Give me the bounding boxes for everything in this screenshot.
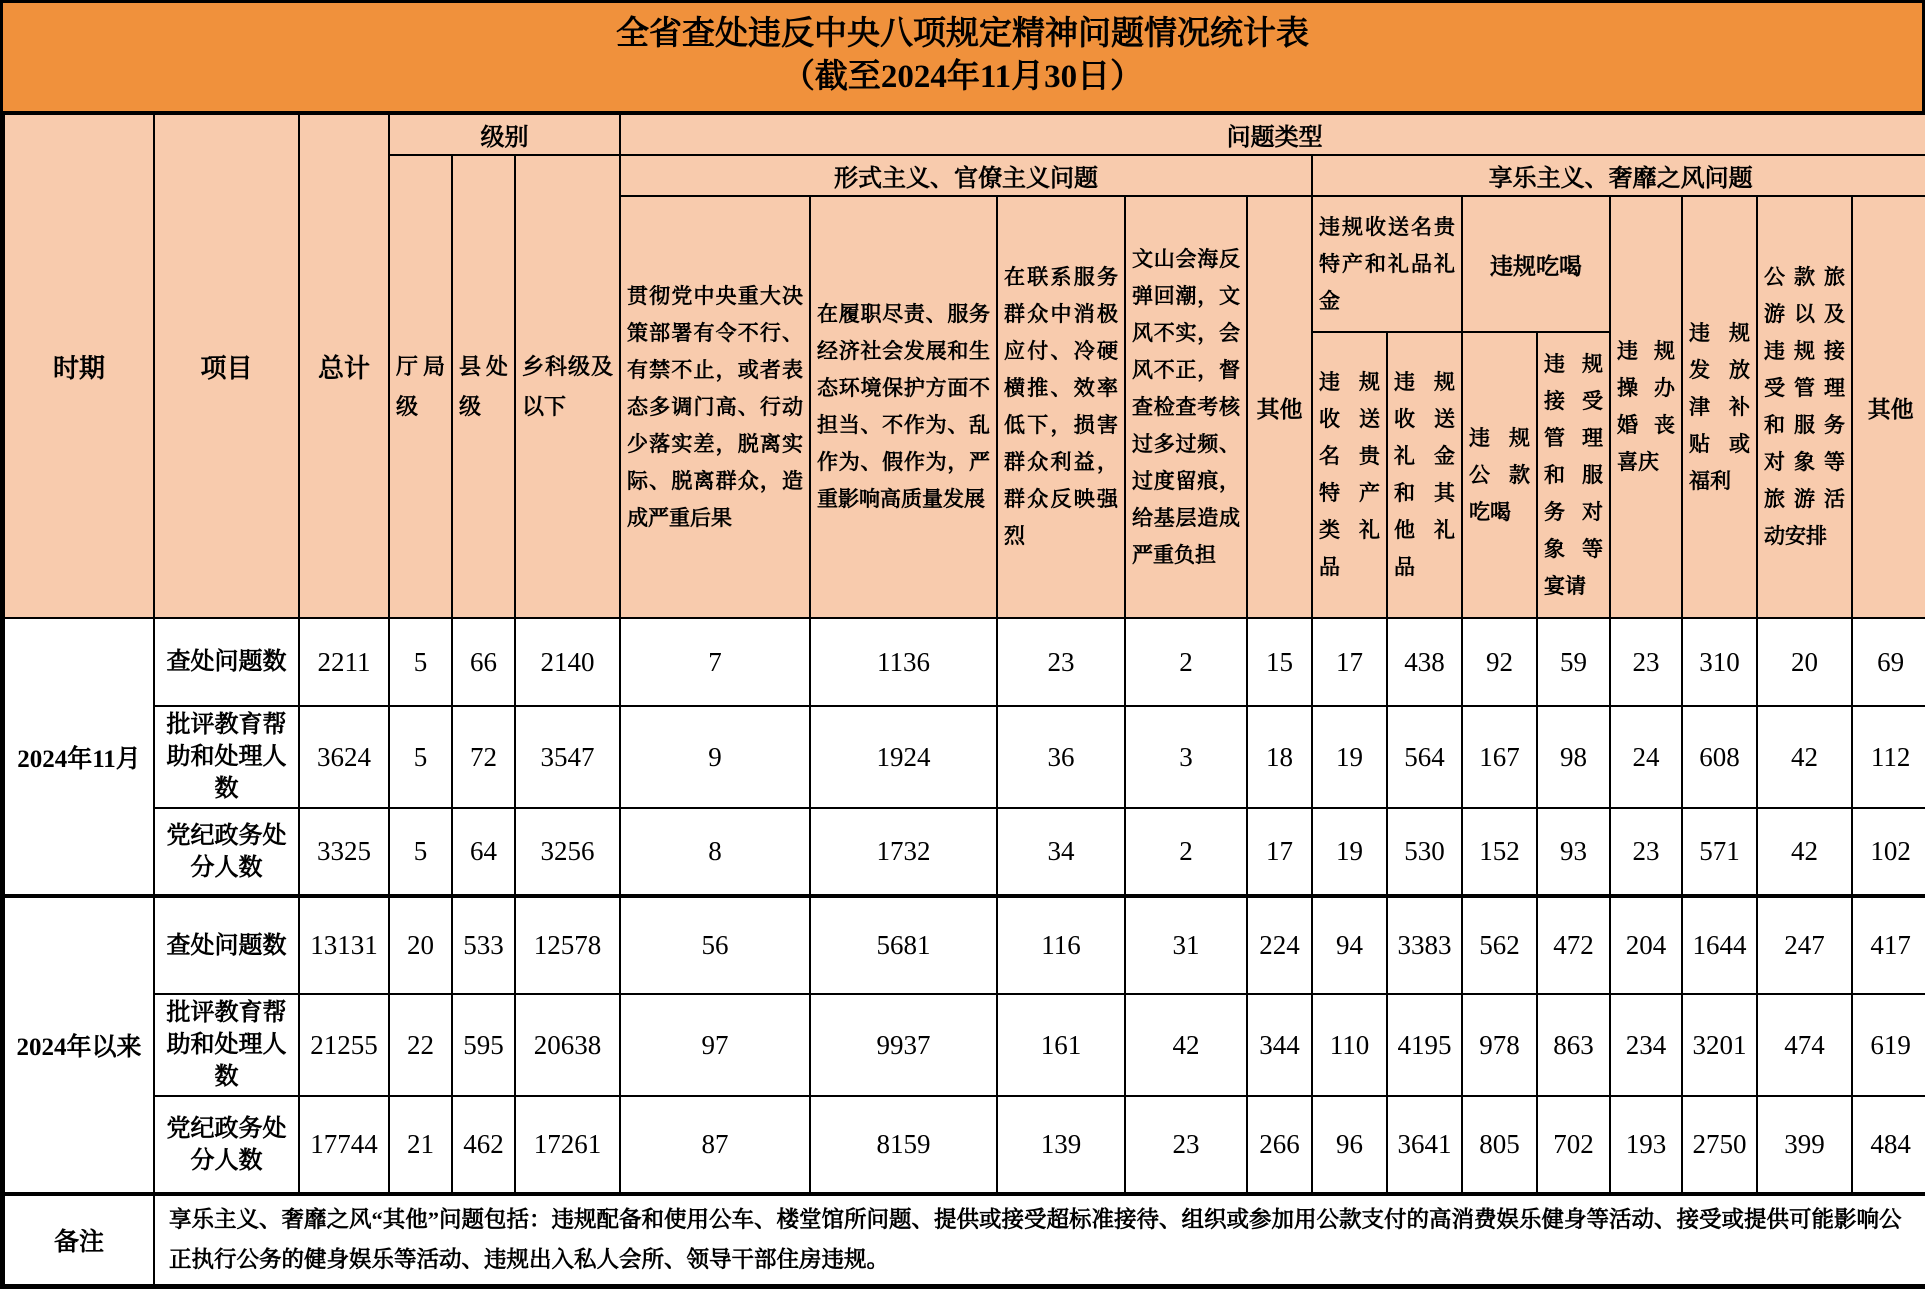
value-cell: 2750 [1682, 1096, 1757, 1194]
value-cell: 484 [1852, 1096, 1925, 1194]
col-header-formalism-3: 在联系服务群众中消极应付、冷硬横推、效率低下，损害群众利益，群众反映强烈 [997, 196, 1125, 618]
col-header-formalism-other: 其他 [1247, 196, 1312, 618]
value-cell: 1732 [810, 808, 997, 896]
value-cell: 112 [1852, 706, 1925, 808]
value-cell: 571 [1682, 808, 1757, 896]
value-cell: 42 [1757, 706, 1852, 808]
value-cell: 20 [389, 896, 452, 994]
value-cell: 805 [1462, 1096, 1537, 1194]
title-line-1: 全省查处违反中央八项规定精神问题情况统计表 [616, 16, 1309, 52]
value-cell: 31 [1125, 896, 1247, 994]
value-cell: 19 [1312, 706, 1387, 808]
value-cell: 863 [1537, 994, 1610, 1096]
value-cell: 64 [452, 808, 515, 896]
row-label: 批评教育帮助和处理人数 [154, 706, 299, 808]
value-cell: 93 [1537, 808, 1610, 896]
row-label: 批评教育帮助和处理人数 [154, 994, 299, 1096]
value-cell: 530 [1387, 808, 1462, 896]
value-cell: 98 [1537, 706, 1610, 808]
value-cell: 87 [620, 1096, 810, 1194]
row-label: 查处问题数 [154, 896, 299, 994]
value-cell: 8 [620, 808, 810, 896]
value-cell: 619 [1852, 994, 1925, 1096]
table-title [3, 3, 1922, 113]
value-cell: 97 [620, 994, 810, 1096]
note-text: 享乐主义、奢靡之风“其他”问题包括：违规配备和使用公车、楼堂馆所问题、提供或接受超标准接待、组织或参加用公款支付的高消费娱乐健身等活动、接受或提供可能影响公正执行公务的健身娱乐等活动、违规出入私人会所、领导干部住房违规。 [154, 1194, 1925, 1285]
value-cell: 17261 [515, 1096, 620, 1194]
value-cell: 2140 [515, 618, 620, 706]
value-cell: 2211 [299, 618, 389, 706]
value-cell: 9937 [810, 994, 997, 1096]
col-header-allowances: 违规发放津补贴或福利 [1682, 196, 1757, 618]
value-cell: 59 [1537, 618, 1610, 706]
value-cell: 23 [1610, 618, 1682, 706]
col-header-gift-specialty: 违规收送名贵特产类礼品 [1312, 332, 1387, 618]
value-cell: 69 [1852, 618, 1925, 706]
value-cell: 5 [389, 618, 452, 706]
value-cell: 438 [1387, 618, 1462, 706]
value-cell: 1924 [810, 706, 997, 808]
title-line-2: （截至2024年11月30日） [781, 59, 1144, 95]
value-cell: 20 [1757, 618, 1852, 706]
value-cell: 7 [620, 618, 810, 706]
value-cell: 474 [1757, 994, 1852, 1096]
value-cell: 3641 [1387, 1096, 1462, 1194]
value-cell: 234 [1610, 994, 1682, 1096]
value-cell: 8159 [810, 1096, 997, 1194]
value-cell: 17 [1247, 808, 1312, 896]
value-cell: 9 [620, 706, 810, 808]
value-cell: 4195 [1387, 994, 1462, 1096]
value-cell: 3201 [1682, 994, 1757, 1096]
value-cell: 110 [1312, 994, 1387, 1096]
note-label: 备注 [4, 1194, 154, 1285]
value-cell: 23 [1125, 1096, 1247, 1194]
value-cell: 702 [1537, 1096, 1610, 1194]
col-header-dining-public-funds: 违规公款吃喝 [1462, 332, 1537, 618]
value-cell: 12578 [515, 896, 620, 994]
row-label: 党纪政务处分人数 [154, 1096, 299, 1194]
col-header-level-xiang: 乡科级及以下 [515, 155, 620, 618]
value-cell: 23 [997, 618, 1125, 706]
value-cell: 310 [1682, 618, 1757, 706]
value-cell: 152 [1462, 808, 1537, 896]
value-cell: 3325 [299, 808, 389, 896]
col-header-gift-cash: 违规收送礼金和其他礼品 [1387, 332, 1462, 618]
value-cell: 3624 [299, 706, 389, 808]
value-cell: 96 [1312, 1096, 1387, 1194]
row-label: 查处问题数 [154, 618, 299, 706]
value-cell: 42 [1125, 994, 1247, 1096]
col-header-formalism-1: 贯彻党中央重大决策部署有令不行、有禁不止，或者表态多调门高、行动少落实差，脱离实际、脱离群众，造成严重后果 [620, 196, 810, 618]
value-cell: 193 [1610, 1096, 1682, 1194]
value-cell: 20638 [515, 994, 620, 1096]
col-header-formalism-4: 文山会海反弹回潮，文风不实，会风不正，督查检查考核过多过频、过度留痕，给基层造成严重负担 [1125, 196, 1247, 618]
value-cell: 34 [997, 808, 1125, 896]
value-cell: 21 [389, 1096, 452, 1194]
value-cell: 24 [1610, 706, 1682, 808]
value-cell: 5681 [810, 896, 997, 994]
value-cell: 13131 [299, 896, 389, 994]
value-cell: 344 [1247, 994, 1312, 1096]
value-cell: 21255 [299, 994, 389, 1096]
value-cell: 19 [1312, 808, 1387, 896]
value-cell: 3383 [1387, 896, 1462, 994]
period-label-ytd: 2024年以来 [4, 896, 154, 1194]
value-cell: 15 [1247, 618, 1312, 706]
value-cell: 3 [1125, 706, 1247, 808]
value-cell: 22 [389, 994, 452, 1096]
value-cell: 978 [1462, 994, 1537, 1096]
group-header-formalism: 形式主义、官僚主义问题 [620, 155, 1312, 196]
value-cell: 139 [997, 1096, 1125, 1194]
value-cell: 224 [1247, 896, 1312, 994]
value-cell: 23 [1610, 808, 1682, 896]
value-cell: 3256 [515, 808, 620, 896]
value-cell: 66 [452, 618, 515, 706]
value-cell: 17 [1312, 618, 1387, 706]
value-cell: 56 [620, 896, 810, 994]
value-cell: 5 [389, 808, 452, 896]
group-header-problem-type: 问题类型 [620, 114, 1925, 155]
value-cell: 472 [1537, 896, 1610, 994]
col-header-formalism-2: 在履职尽责、服务经济社会发展和生态环境保护方面不担当、不作为、乱作为、假作为，严重影响高质量发展 [810, 196, 997, 618]
period-label-nov: 2024年11月 [4, 618, 154, 896]
value-cell: 608 [1682, 706, 1757, 808]
value-cell: 1136 [810, 618, 997, 706]
value-cell: 462 [452, 1096, 515, 1194]
value-cell: 2 [1125, 808, 1247, 896]
value-cell: 36 [997, 706, 1125, 808]
value-cell: 417 [1852, 896, 1925, 994]
value-cell: 116 [997, 896, 1125, 994]
value-cell: 2 [1125, 618, 1247, 706]
col-header-period: 时期 [4, 114, 154, 618]
value-cell: 533 [452, 896, 515, 994]
col-header-level-xian: 县处级 [452, 155, 515, 618]
group-header-level: 级别 [389, 114, 620, 155]
value-cell: 94 [1312, 896, 1387, 994]
value-cell: 72 [452, 706, 515, 808]
value-cell: 3547 [515, 706, 620, 808]
col-header-total: 总计 [299, 114, 389, 618]
col-header-level-ting: 厅局级 [389, 155, 452, 618]
col-header-hedonism-other: 其他 [1852, 196, 1925, 618]
value-cell: 399 [1757, 1096, 1852, 1194]
value-cell: 17744 [299, 1096, 389, 1194]
data-grid [3, 113, 1925, 1286]
group-header-gifts: 违规收送名贵特产和礼品礼金 [1312, 196, 1462, 332]
value-cell: 167 [1462, 706, 1537, 808]
value-cell: 247 [1757, 896, 1852, 994]
group-header-dining: 违规吃喝 [1462, 196, 1610, 332]
col-header-item: 项目 [154, 114, 299, 618]
value-cell: 595 [452, 994, 515, 1096]
value-cell: 562 [1462, 896, 1537, 994]
value-cell: 266 [1247, 1096, 1312, 1194]
group-header-hedonism: 享乐主义、奢靡之风问题 [1312, 155, 1925, 196]
value-cell: 1644 [1682, 896, 1757, 994]
value-cell: 204 [1610, 896, 1682, 994]
col-header-dining-banquet: 违规接受管理和服务对象等宴请 [1537, 332, 1610, 618]
value-cell: 18 [1247, 706, 1312, 808]
value-cell: 161 [997, 994, 1125, 1096]
value-cell: 102 [1852, 808, 1925, 896]
value-cell: 5 [389, 706, 452, 808]
value-cell: 564 [1387, 706, 1462, 808]
col-header-public-travel: 公款旅游以及违规接受管理和服务对象等旅游活动安排 [1757, 196, 1852, 618]
value-cell: 42 [1757, 808, 1852, 896]
row-label: 党纪政务处分人数 [154, 808, 299, 896]
value-cell: 92 [1462, 618, 1537, 706]
col-header-weddings-funerals: 违规操办婚丧喜庆 [1610, 196, 1682, 618]
